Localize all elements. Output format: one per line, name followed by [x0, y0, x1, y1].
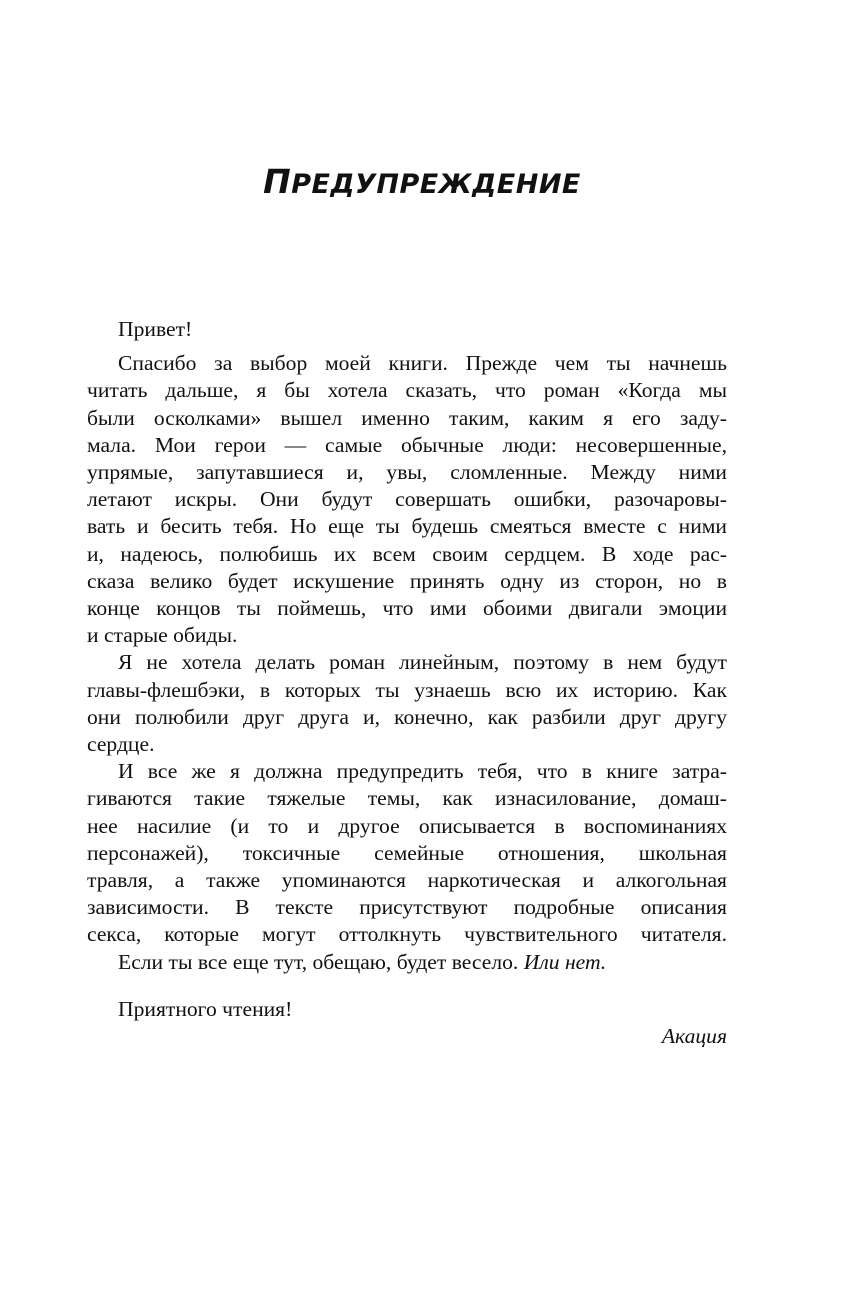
text-line: летают искры. Они будут совершать ошибки, разочаровы- [87, 487, 727, 512]
text-line: нее насилие (и то и другое описывается в воспоминаниях [87, 813, 727, 838]
text-line: читать дальше, я бы хотела сказать, что роман «Когда мы [87, 378, 727, 403]
text-line: Я не хотела делать роман линейным, поэтому в нем будут [118, 650, 727, 675]
chapter-title-initial: П [263, 162, 292, 201]
text-line: главы-флешбэки, в которых ты узнаешь всю их историю. Как [87, 677, 727, 702]
text-line: конце концов ты поймешь, что ими обоими двигали эмоции [87, 596, 727, 621]
chapter-title-rest: РЕДУПРЕЖДЕНИЕ [291, 169, 581, 200]
last-paragraph-text: Если ты все еще тут, обещаю, будет весело. [118, 949, 524, 974]
text-line: травля, а также упоминаются наркотическая и алкогольная [87, 868, 727, 893]
text-line: были осколками» вышел именно таким, каким я его заду- [87, 405, 727, 430]
text-line: упрямые, запутавшиеся и, увы, сломленные. Между ними [87, 460, 727, 485]
text-line: сердце. [87, 732, 155, 757]
greeting: Привет! [118, 317, 193, 341]
text-line: вать и бесить тебя. Но еще ты будешь смеяться вместе с ними [87, 514, 727, 539]
last-paragraph-italic: Или нет. [523, 949, 607, 974]
paragraph [87, 350, 727, 649]
text-line: они полюбили друг друга и, конечно, как разбили друг другу [87, 704, 727, 729]
body-text [87, 316, 727, 976]
chapter-title [0, 162, 844, 201]
text-line: секса, которые могут оттолкнуть чувствительного читателя. [87, 922, 727, 947]
paragraph [87, 649, 727, 758]
text-line: И все же я должна предупредить тебя, что в книге затра- [118, 759, 727, 784]
text-line: сказа велико будет искушение принять одну из сторон, но в [87, 568, 727, 593]
author-signature: Акация [661, 1024, 727, 1048]
text-line: Спасибо за выбор моей книги. Прежде чем ты начнешь [118, 351, 727, 376]
text-line: зависимости. В тексте присутствуют подробные описания [87, 895, 727, 920]
text-line: и, надеюсь, полюбишь их всем своим сердцем. В ходе рас- [87, 541, 727, 566]
closing-line: Приятного чтения! [118, 997, 293, 1021]
paragraph [118, 949, 727, 976]
text-line: и старые обиды. [87, 623, 238, 648]
text-line [118, 949, 727, 976]
paragraph [87, 758, 727, 948]
text-line: гиваются такие тяжелые темы, как изнасилование, домаш- [87, 786, 727, 811]
text-line: персонажей), токсичные семейные отношения, школьная [87, 840, 727, 865]
text-line: мала. Мои герои — самые обычные люди: несовершенные, [87, 432, 727, 457]
